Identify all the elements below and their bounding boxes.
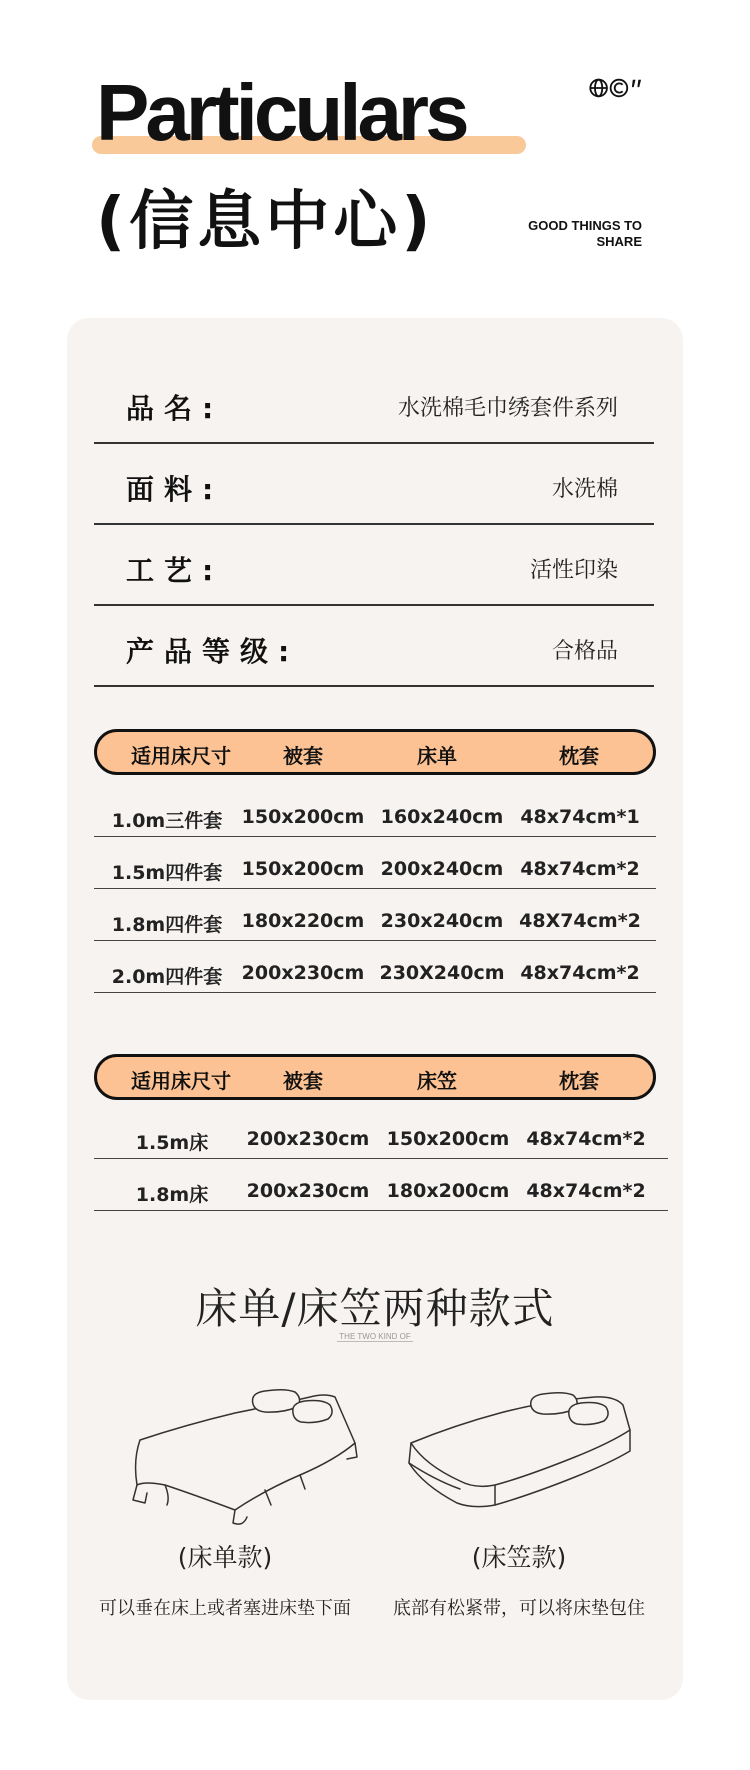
page-subtitle-cn: (信息中心)	[96, 185, 435, 259]
table-cell: 48X74cm*2	[519, 910, 641, 932]
table1-header-cell: 被套	[283, 744, 323, 768]
styles-section-subtitle	[0, 1332, 750, 1341]
info-row-product-name	[94, 361, 654, 444]
table2-row	[94, 1114, 668, 1159]
table1-row	[94, 844, 656, 889]
globe-icon	[590, 80, 607, 97]
table-cell: 48x74cm*2	[526, 1180, 646, 1202]
table1-row	[94, 948, 656, 993]
table-cell: 48x74cm*2	[520, 858, 640, 880]
quote-mark-icon	[632, 80, 641, 87]
flat-sheet-style-name: (床单款)	[177, 1543, 273, 1572]
info-label: 工艺:	[126, 554, 224, 587]
info-value: 活性印染	[529, 558, 618, 583]
table-cell: 200x240cm	[380, 858, 504, 880]
tagline-line2: SHARE	[596, 234, 642, 249]
table-cell: 1.5m四件套	[111, 862, 223, 884]
header-icons	[586, 76, 650, 100]
info-row-fabric	[94, 442, 654, 525]
styles-section-title: 床单/床笠两种款式	[195, 1284, 555, 1333]
table-cell: 150x200cm	[241, 806, 365, 828]
pillow-icon	[293, 1401, 332, 1423]
table1-header-cell: 床单	[417, 744, 457, 768]
pillow-icon	[569, 1403, 608, 1425]
table-cell: 48x74cm*2	[520, 962, 640, 984]
table1-header-cell: 枕套	[559, 744, 599, 768]
table-cell: 1.8m床	[135, 1184, 209, 1206]
table-cell: 2.0m四件套	[111, 966, 223, 988]
table2-header-cell: 枕套	[559, 1069, 599, 1093]
table-cell: 200x230cm	[241, 962, 365, 984]
table1-header-cell: 适用床尺寸	[131, 744, 231, 768]
table-cell: 160x240cm	[380, 806, 504, 828]
table-cell: 150x200cm	[241, 858, 365, 880]
flat-sheet-bed-illustration	[125, 1385, 365, 1530]
tagline-line1: GOOD THINGS TO	[528, 218, 642, 233]
fitted-sheet-style-name: (床笠款)	[471, 1543, 567, 1572]
table-cell: 48x74cm*2	[526, 1128, 646, 1150]
table-cell: 230x240cm	[380, 910, 504, 932]
table-cell: 200x230cm	[246, 1128, 370, 1150]
table1-row	[94, 896, 656, 941]
table-cell: 1.5m床	[135, 1132, 209, 1154]
page-title: Particulars	[96, 68, 466, 157]
info-value: 水洗棉	[551, 477, 618, 502]
info-value: 水洗棉毛巾绣套件系列	[397, 396, 618, 421]
table-cell: 1.8m四件套	[111, 914, 223, 936]
fitted-sheet-style-desc: 底部有松紧带，可以将床垫包住	[393, 1598, 645, 1619]
copyright-icon	[611, 80, 628, 97]
tagline	[462, 218, 642, 250]
flat-sheet-style-desc: 可以垂在床上或者塞进床垫下面	[99, 1598, 351, 1619]
info-row-craft	[94, 523, 654, 606]
table-cell: 180x200cm	[386, 1180, 510, 1202]
table2-header	[94, 1054, 656, 1100]
table-cell: 230X240cm	[379, 962, 505, 984]
fitted-sheet-bed-illustration	[405, 1385, 635, 1520]
table2-header-cell: 适用床尺寸	[131, 1069, 231, 1093]
table2-header-cell: 床笠	[417, 1069, 457, 1093]
table-cell: 200x230cm	[246, 1180, 370, 1202]
table-cell: 1.0m三件套	[111, 810, 223, 832]
info-label: 品名:	[126, 392, 224, 425]
table2-row	[94, 1166, 668, 1211]
table1-header	[94, 729, 656, 775]
info-label: 产品等级:	[126, 635, 300, 668]
table-cell: 180x220cm	[241, 910, 365, 932]
table-cell: 48x74cm*1	[520, 806, 640, 828]
table1-row	[94, 792, 656, 837]
info-value: 合格品	[551, 639, 618, 664]
info-row-grade	[94, 604, 654, 687]
table2-header-cell: 被套	[283, 1069, 323, 1093]
table-cell: 150x200cm	[386, 1128, 510, 1150]
styles-section-subtitle-text: THE TWO KIND OF	[339, 1332, 411, 1341]
info-label: 面料:	[126, 473, 224, 506]
